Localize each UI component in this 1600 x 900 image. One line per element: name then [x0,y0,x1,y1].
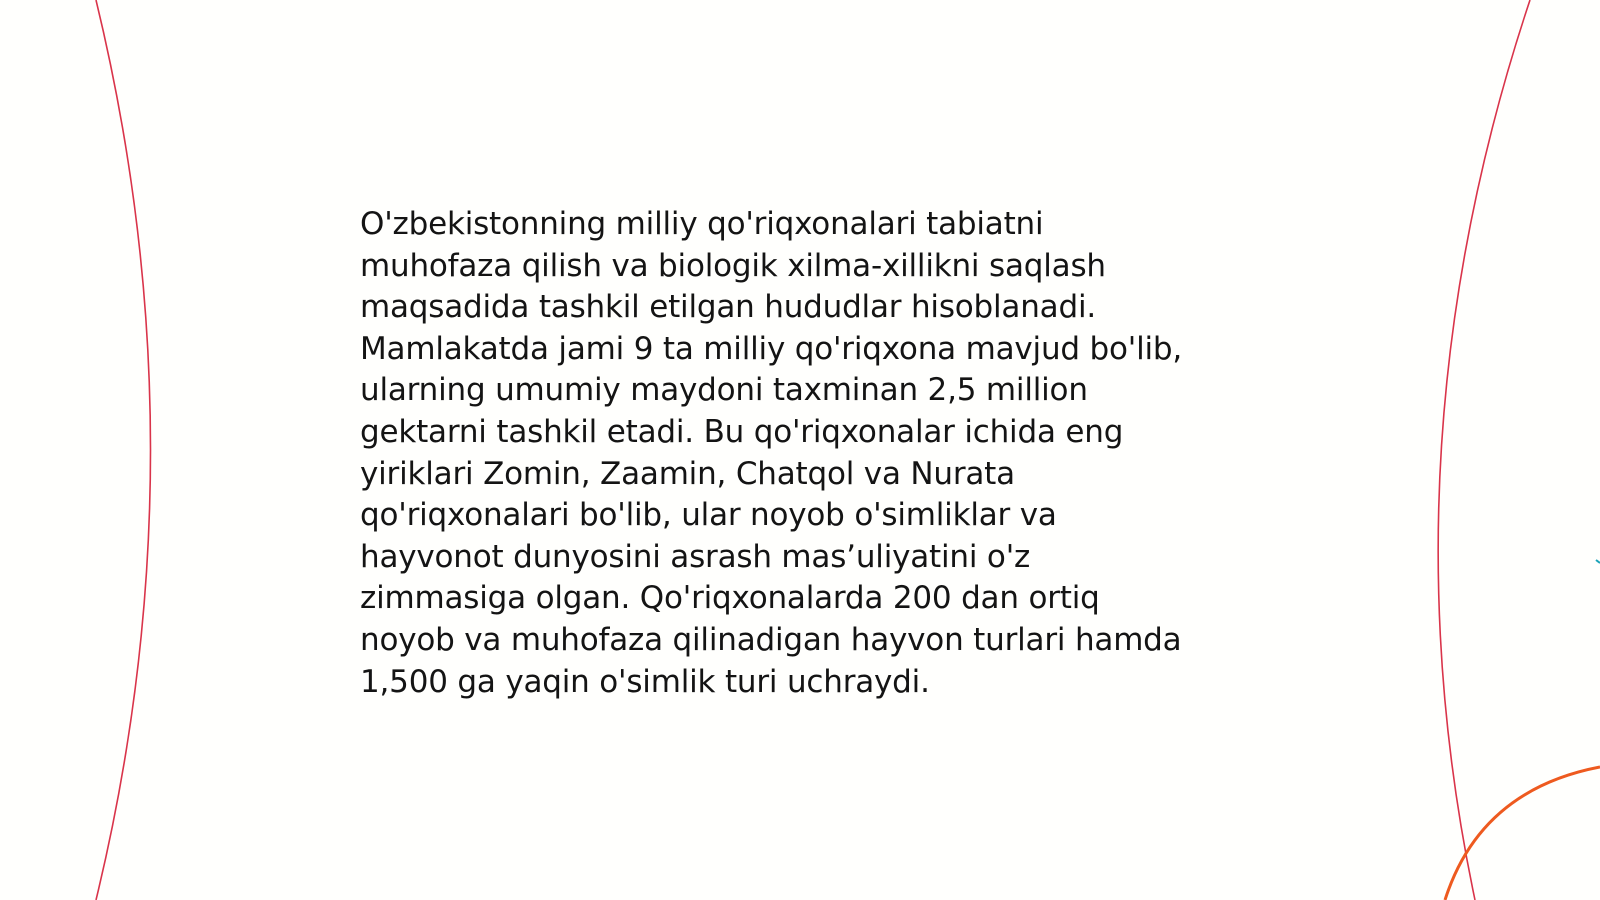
teal-accent [1596,560,1600,563]
paragraph-line: Mamlakatda jami 9 ta milliy qo'riqxona mavjud bo'lib, [360,330,1183,367]
paragraph-line: hayvonot dunyosini asrash mas’uliyatini o'z [360,538,1031,575]
paragraph-line: O'zbekistonning milliy qo'riqxonalari tabiatni [360,206,1044,242]
paragraph-line: muhofaza qilish va biologik xilma-xillikni saqlash [360,247,1106,284]
paragraph-line: maqsadida tashkil etilgan hududlar hisoblanadi. [360,289,1097,326]
left-red-curve [96,0,151,900]
body-paragraph [360,204,1260,703]
paragraph-line: qo'riqxonalari bo'lib, ular noyob o'simliklar va [360,497,1057,534]
paragraph-line: zimmasiga olgan. Qo'riqxonalarda 200 dan ortiq [360,580,1100,617]
paragraph-line: yiriklari Zomin, Zaamin, Chatqol va Nurata [360,455,1015,492]
right-red-curve [1438,0,1530,900]
orange-arc [1445,767,1600,900]
paragraph-line: noyob va muhofaza qilinadigan hayvon turlari hamda [360,621,1182,658]
paragraph-line: ularning umumiy maydoni taxminan 2,5 million [360,372,1088,409]
paragraph-line: 1,500 ga yaqin o'simlik turi uchraydi. [360,663,930,700]
paragraph-line: gektarni tashkil etadi. Bu qo'riqxonalar ichida eng [360,413,1124,450]
